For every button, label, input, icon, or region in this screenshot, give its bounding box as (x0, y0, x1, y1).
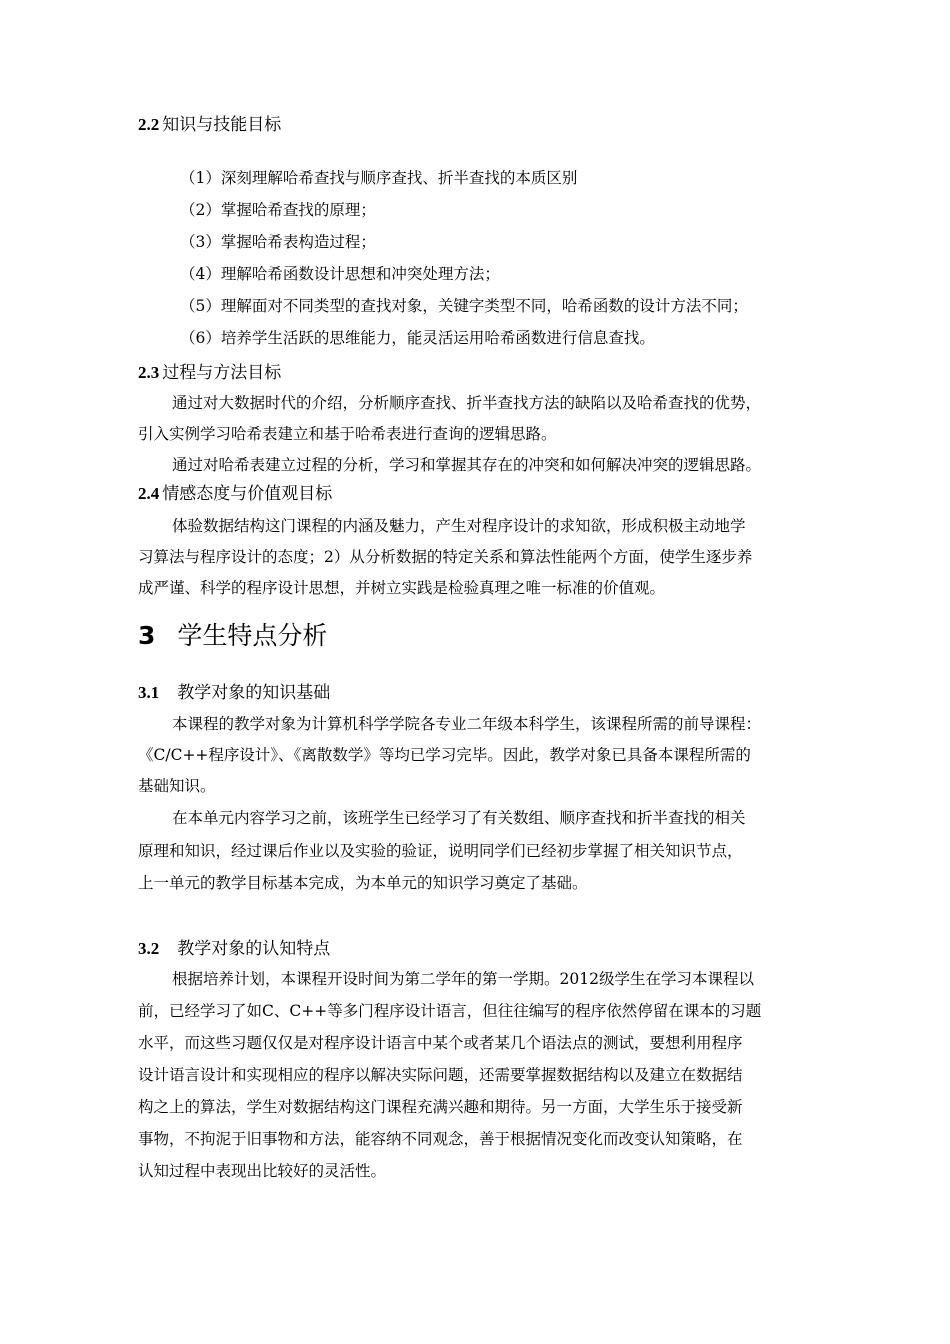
paragraph-line: 事物，不拘泥于旧事物和方法，能容纳不同观念，善于根据情况变化而改变认知策略，在 (138, 1130, 743, 1148)
section-title: 情感态度与价值观目标 (162, 484, 333, 504)
section-number: 2.3 (138, 363, 160, 382)
paragraph-line: 本课程的教学对象为计算机科学学院各专业二年级本科学生，该课程所需的前导课程： (172, 715, 762, 733)
paragraph-line: 设计语言设计和实现相应的程序以解决实际问题，还需要掌握数据结构以及建立在数据结 (138, 1066, 743, 1084)
section-title: 教学对象的知识基础 (177, 683, 331, 703)
paragraph-line: 引入实例学习哈希表建立和基于哈希表进行查询的逻辑思路。 (138, 425, 557, 443)
paragraph-line: 基础知识。 (138, 777, 216, 795)
objective-item: （1）深刻理解哈希查找与顺序查找、折半查找的本质区别 (180, 169, 578, 187)
section-heading-2-3 (138, 361, 281, 385)
paragraph-line: 习算法与程序设计的态度；2）从分析数据的特定关系和算法性能两个方面，使学生逐步养 (138, 548, 753, 566)
section-heading-2-4 (138, 482, 332, 506)
section-heading-2-2 (138, 113, 281, 137)
section-title: 知识与技能目标 (162, 115, 282, 135)
section-title: 过程与方法目标 (162, 363, 282, 383)
section-heading-3-1 (138, 681, 330, 705)
paragraph-line: 根据培养计划，本课程开设时间为第二学年的第一学期。2012级学生在学习本课程以 (172, 970, 754, 988)
section-number: 2.4 (138, 484, 160, 503)
section-title: 教学对象的认知特点 (177, 939, 331, 959)
paragraph-line: 通过对哈希表建立过程的分析，学习和掌握其存在的冲突和如何解决冲突的逻辑思路。 (172, 456, 762, 474)
paragraph-line: 认知过程中表现出比较好的灵活性。 (138, 1162, 387, 1180)
section-number: 3.1 (138, 683, 160, 702)
paragraph-line: 《C/C++程序设计》、《离散数学》等均已学习完毕。因此，教学对象已具备本课程所需的 (138, 746, 751, 764)
chapter-title: 学生特点分析 (177, 621, 328, 650)
paragraph-line: 体验数据结构这门课程的内涵及魅力，产生对程序设计的求知欲，形成积极主动地学 (172, 517, 746, 535)
objective-item: （2）掌握哈希查找的原理； (180, 201, 376, 219)
chapter-number: 3 (138, 621, 156, 650)
objective-item: （3）掌握哈希表构造过程； (180, 233, 376, 251)
section-number: 3.2 (138, 939, 160, 958)
paragraph-line: 水平，而这些习题仅仅是对程序设计语言中某个或者某几个语法点的测试，要想利用程序 (138, 1034, 743, 1052)
paragraph-line: 通过对大数据时代的介绍，分析顺序查找、折半查找方法的缺陷以及哈希查找的优势， (172, 394, 762, 412)
objective-item: （4）理解哈希函数设计思想和冲突处理方法； (180, 265, 500, 283)
paragraph-line: 构之上的算法，学生对数据结构这门课程充满兴趣和期待。另一方面，大学生乐于接受新 (138, 1098, 743, 1116)
chapter-heading-3 (138, 620, 327, 652)
objective-item: （6）培养学生活跃的思维能力，能灵活运用哈希函数进行信息查找。 (180, 329, 655, 347)
objective-item: （5）理解面对不同类型的查找对象，关键字类型不同，哈希函数的设计方法不同； (180, 297, 748, 315)
paragraph-line: 在本单元内容学习之前，该班学生已经学习了有关数组、顺序查找和折半查找的相关 (172, 809, 746, 827)
paragraph-line: 原理和知识，经过课后作业以及实验的验证，说明同学们已经初步掌握了相关知识节点， (138, 842, 743, 860)
paragraph-line: 前，已经学习了如C、C++等多门程序设计语言，但往往编写的程序依然停留在课本的习题 (138, 1002, 762, 1020)
paragraph-line: 成严谨、科学的程序设计思想，并树立实践是检验真理之唯一标准的价值观。 (138, 579, 666, 597)
section-heading-3-2 (138, 937, 330, 961)
paragraph-line: 上一单元的教学目标基本完成，为本单元的知识学习奠定了基础。 (138, 874, 588, 892)
section-number: 2.2 (138, 115, 160, 134)
